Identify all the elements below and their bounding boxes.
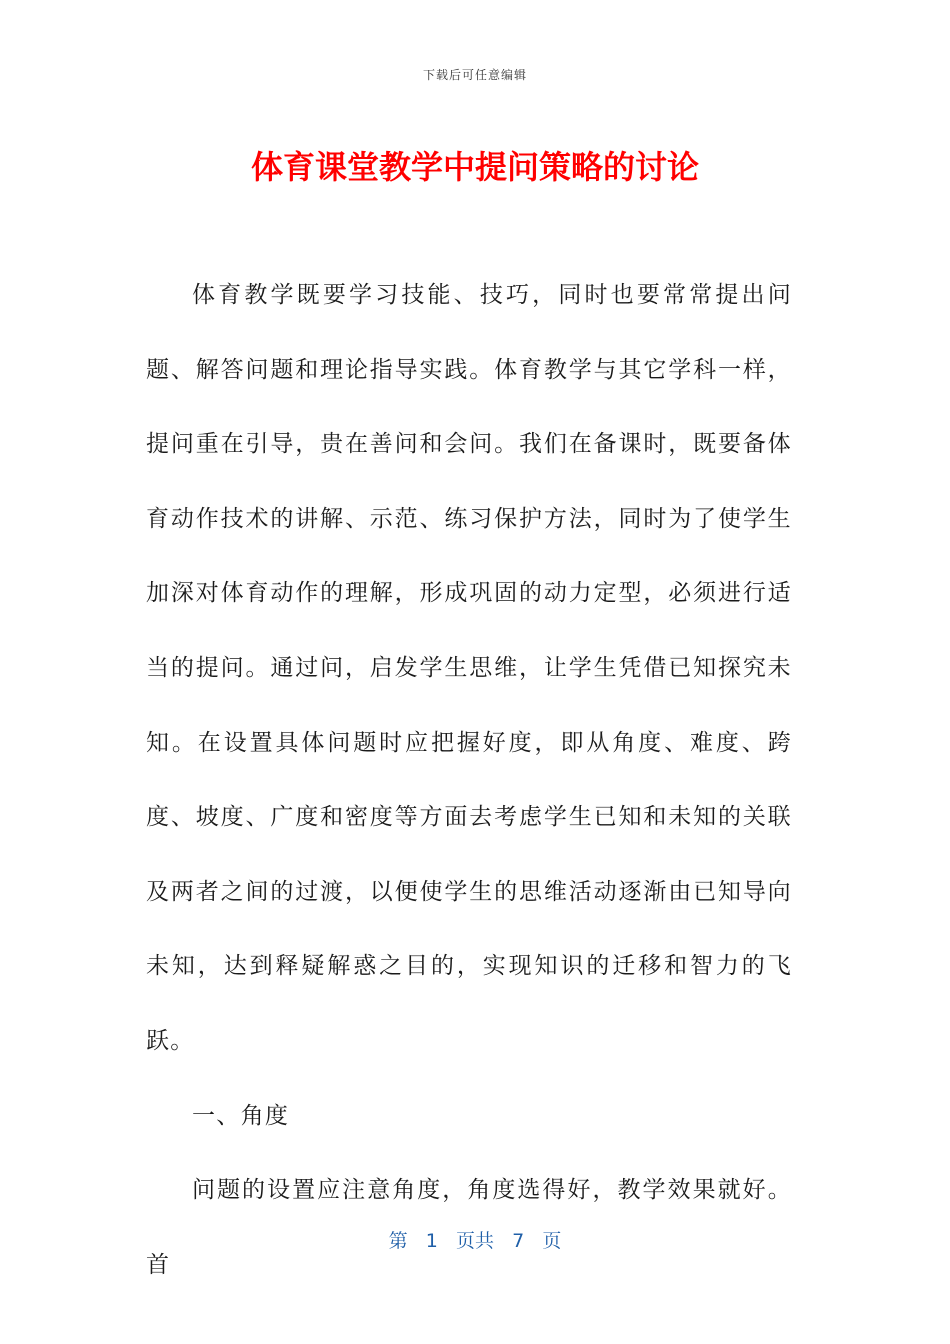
footer-middle: 页共 (455, 1230, 494, 1252)
footer-suffix: 页 (542, 1230, 562, 1252)
paragraph: 问题的设置应注意角度，角度选得好，教学效果就好。首 (146, 1177, 792, 1278)
section-heading: 一、角度 (192, 1102, 290, 1129)
header-note: 下载后可任意编辑 (422, 68, 527, 82)
page-number-footer (0, 1226, 950, 1253)
paragraph: 体育教学既要学习技能、技巧，同时也要常常提出问题、解答问题和理论指导实践。体育教学与其它学科一样，提问重在引导，贵在善问和会问。我们在备课时，既要备体育动作技术的讲解、示范、练习保护方法，同时为了使学生加深对体育动作的理解，形成巩固的动力定型，必须进行适当的提问。通过问，启发学生思维，让学生凭借已知探究未知。在设置具体问题时应把握好度，即从角度、难度、跨度、坡度、广度和密度等方面去考虑学生已知和未知的关联及两者之间的过渡，以便使学生的思维活动逐渐由已知导向未知，达到释疑解惑之目的，实现知识的迁移和智力的飞跃。 (146, 282, 792, 1054)
current-page-number: 1 (425, 1230, 438, 1252)
document-title: 体育课堂教学中提问策略的讨论 (250, 148, 699, 186)
footer-prefix: 第 (388, 1230, 408, 1252)
total-pages-number: 7 (512, 1230, 525, 1252)
document-body (146, 258, 792, 1302)
